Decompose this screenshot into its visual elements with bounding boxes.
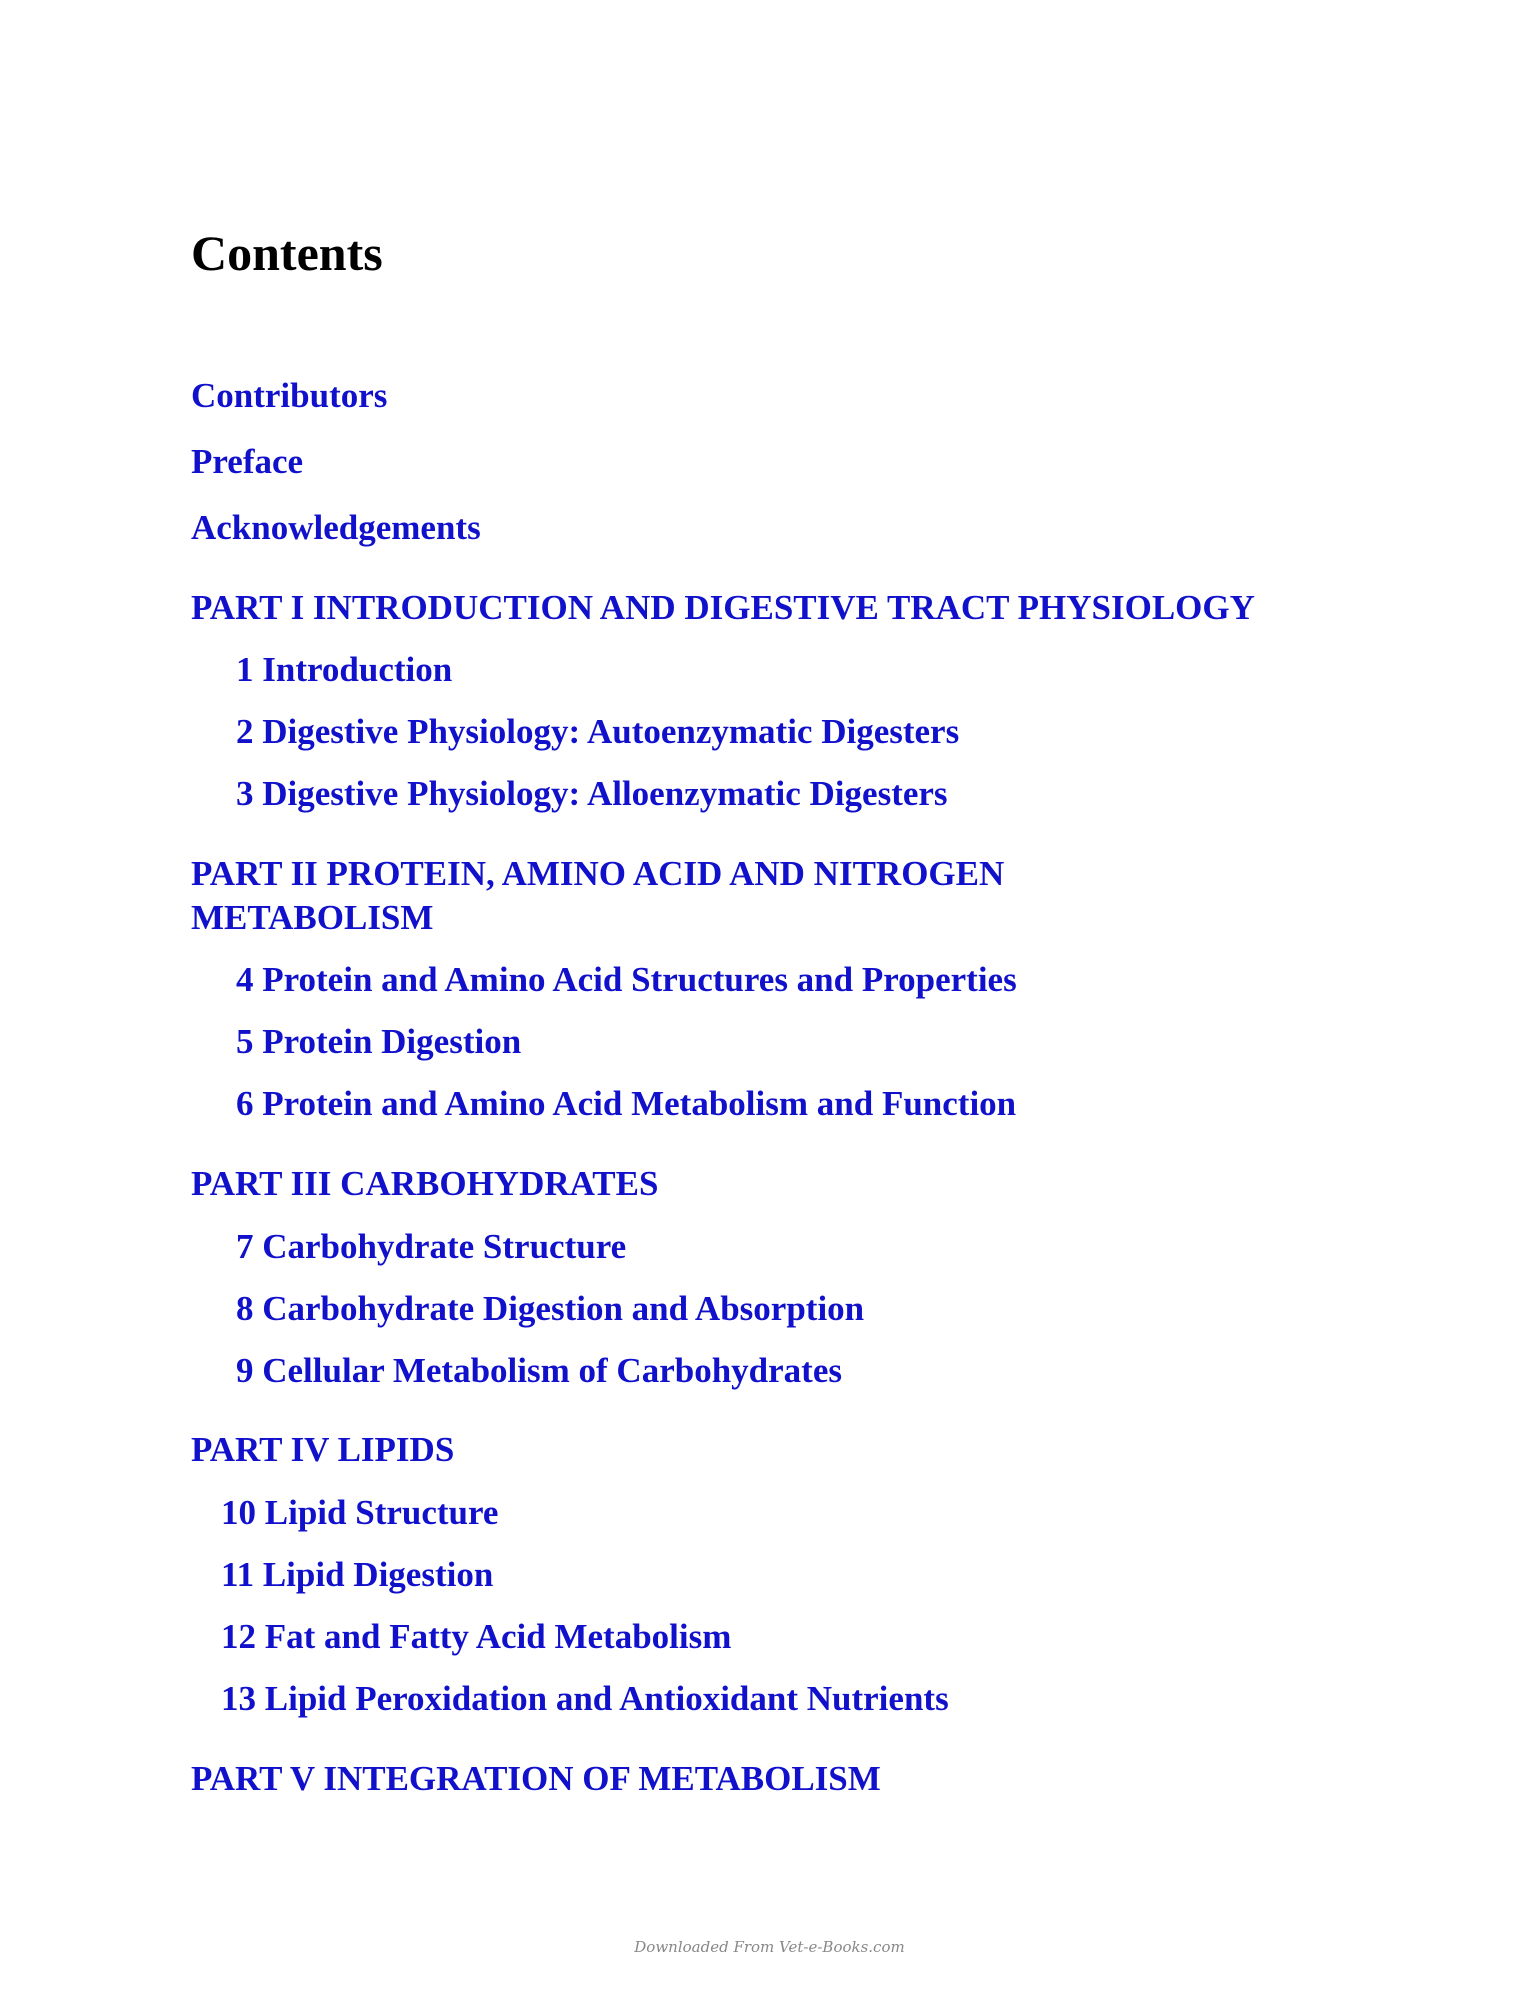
toc-chapter-5[interactable]: 5 Protein Digestion — [236, 1022, 522, 1061]
toc-chapter-13[interactable]: 13 Lipid Peroxidation and Antioxidant Nutrients — [221, 1679, 949, 1718]
toc-chapter-12[interactable]: 12 Fat and Fatty Acid Metabolism — [221, 1617, 732, 1656]
toc-chapter-2[interactable]: 2 Digestive Physiology: Autoenzymatic Digesters — [236, 712, 960, 751]
toc-chapter-9[interactable]: 9 Cellular Metabolism of Carbohydrates — [236, 1351, 842, 1390]
toc-part-1[interactable]: PART I INTRODUCTION AND DIGESTIVE TRACT PHYSIOLOGY — [191, 588, 1255, 627]
toc-part-5[interactable]: PART V INTEGRATION OF METABOLISM — [191, 1759, 881, 1798]
toc-part-2[interactable]: PART II PROTEIN, AMINO ACID AND NITROGEN METABOLISM — [191, 854, 1005, 937]
toc-part-3[interactable]: PART III CARBOHYDRATES — [191, 1164, 659, 1203]
toc-chapter-8[interactable]: 8 Carbohydrate Digestion and Absorption — [236, 1289, 865, 1328]
download-watermark: Downloaded From Vet-e-Books.com — [634, 1938, 905, 1956]
toc-link-contributors[interactable]: Contributors — [191, 376, 388, 415]
toc-part-4[interactable]: PART IV LIPIDS — [191, 1430, 455, 1469]
toc-chapter-10[interactable]: 10 Lipid Structure — [221, 1493, 499, 1532]
toc-chapter-11[interactable]: 11 Lipid Digestion — [221, 1555, 494, 1594]
toc-chapter-7[interactable]: 7 Carbohydrate Structure — [236, 1227, 627, 1266]
toc-chapter-4[interactable]: 4 Protein and Amino Acid Structures and Properties — [236, 960, 1017, 999]
toc-chapter-6[interactable]: 6 Protein and Amino Acid Metabolism and Function — [236, 1084, 1017, 1123]
page-title: Contents — [191, 225, 383, 281]
toc-chapter-1[interactable]: 1 Introduction — [236, 650, 453, 689]
toc-chapter-3[interactable]: 3 Digestive Physiology: Alloenzymatic Digesters — [236, 774, 948, 813]
toc-link-acknowledgements[interactable]: Acknowledgements — [191, 508, 481, 547]
toc-link-preface[interactable]: Preface — [191, 442, 304, 481]
